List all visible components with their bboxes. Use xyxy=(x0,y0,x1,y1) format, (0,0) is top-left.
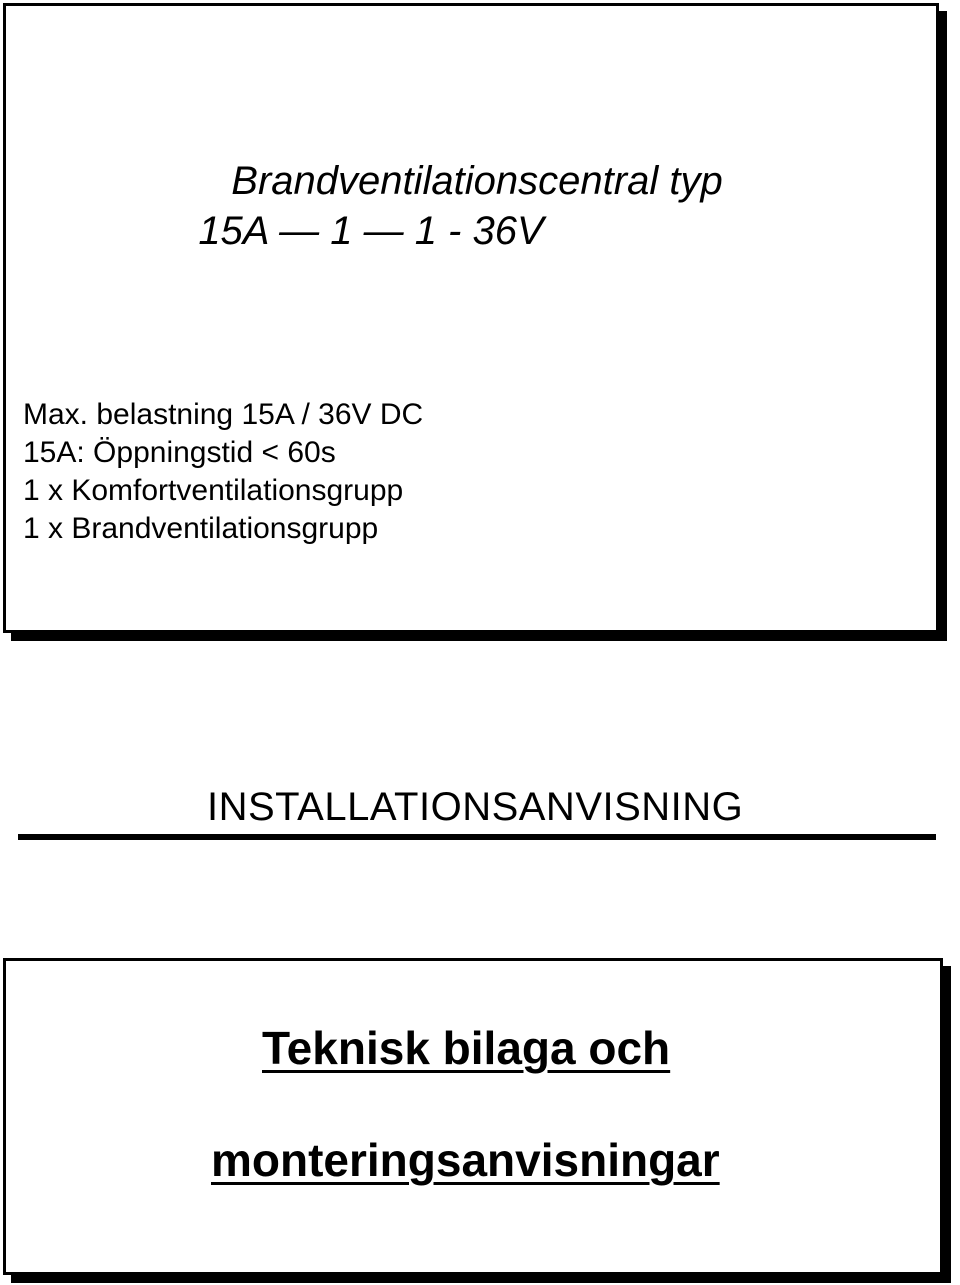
appendix-box xyxy=(3,958,943,1275)
spec-max-load: Max. belastning 15A / 36V DC xyxy=(23,398,424,431)
spec-comfort-group: 1 x Komfortventilationsgrupp xyxy=(23,474,404,507)
heading-divider xyxy=(18,834,936,840)
installation-heading: INSTALLATIONSANVISNING xyxy=(207,785,744,829)
product-title-line1: Brandventilationscentral typ xyxy=(231,159,723,203)
appendix-title-line2: monteringsanvisningar xyxy=(211,1134,720,1186)
product-title xyxy=(6,156,936,256)
appendix-title-line1: Teknisk bilaga och xyxy=(262,1022,671,1074)
spec-opening-time: 15A: Öppningstid < 60s xyxy=(23,436,336,469)
product-info-box xyxy=(3,3,939,633)
spec-list xyxy=(23,396,423,548)
product-model-line: 15A — 1 — 1 - 36V xyxy=(198,209,544,253)
spec-fire-group: 1 x Brandventilationsgrupp xyxy=(23,512,379,545)
